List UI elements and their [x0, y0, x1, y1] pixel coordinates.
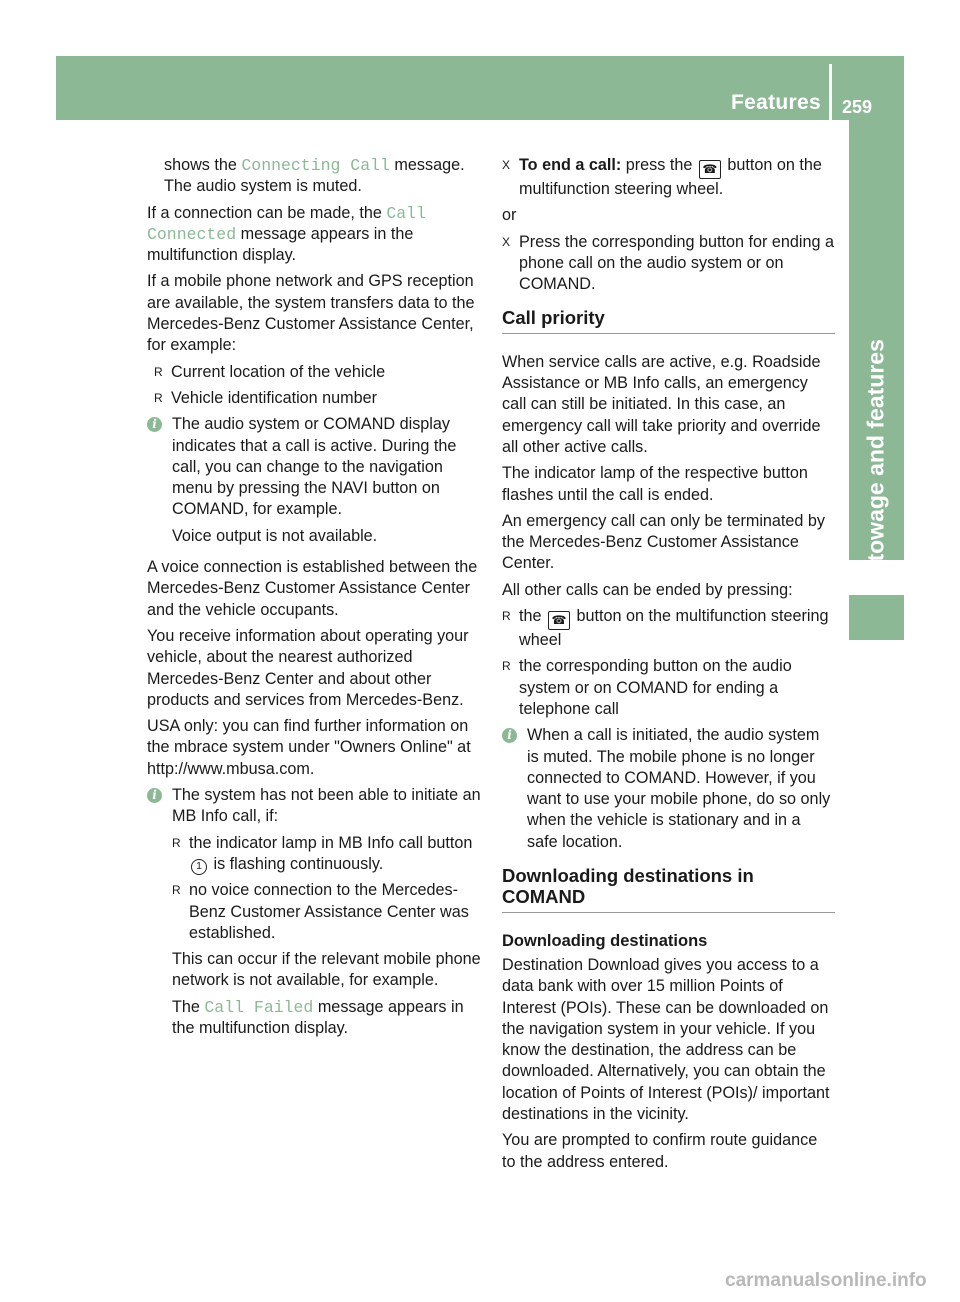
- header-divider: [829, 64, 832, 120]
- list-item: R the indicator lamp in MB Info call button 1 is flashing continuously.: [172, 833, 482, 876]
- section-heading: Downloading destinations in COMAND: [502, 865, 835, 913]
- display-message: Connecting Call: [241, 156, 390, 175]
- arrow-icon: X: [502, 234, 511, 249]
- watermark: carmanualsonline.info: [725, 1270, 927, 1291]
- paragraph: When service calls are active, e.g. Roadside Assistance or MB Info calls, an emergency call can still be initiated. In this case, an emergency call will take priority and override all other active calls.: [502, 352, 821, 456]
- paragraph: shows the Connecting Call message. The audio system is muted.: [164, 156, 465, 196]
- bullet-icon: R: [502, 659, 511, 674]
- left-column: [147, 155, 482, 1049]
- bullet-icon: R: [154, 390, 163, 405]
- section-heading: Call priority: [502, 307, 835, 333]
- bullet-icon: R: [172, 883, 181, 898]
- subsection-heading: Downloading destinations: [502, 931, 708, 950]
- display-message: Call Connected: [147, 203, 426, 244]
- paragraph: An emergency call can only be terminated by the Mercedes-Benz Customer Assistance Center.: [502, 511, 826, 573]
- paragraph: You receive information about operating your vehicle, about the nearest authorized Mercedes-Benz Center and about other products and services from Mercedes-Benz.: [147, 626, 469, 709]
- info-note: i The audio system or COMAND display indicates that a call is active. During the call, you can change to the navigation menu by pressing the NAVI button on COMAND, for example. Voice output is not available.: [147, 414, 482, 552]
- list-item: R Vehicle identification number: [147, 388, 482, 409]
- info-icon: i: [147, 417, 162, 432]
- info-note: i The system has not been able to initiate an MB Info call, if: R the indicator lamp in MB Info call button 1 is flashing continuously. R no voice connection to the Mercedes-Benz Customer Assistance Center was established. This can occur if the relevant mobile phone network is not available, for example. The Call Failed message appears in the multifunction display.: [147, 785, 482, 1044]
- side-tab-label: Stowage and features: [862, 339, 889, 577]
- right-column: [502, 155, 835, 1178]
- info-icon: i: [502, 728, 517, 743]
- paragraph: or: [502, 206, 517, 225]
- arrow-icon: X: [502, 158, 511, 172]
- list-item: R the ☎ button on the multifunction steering wheel: [502, 606, 835, 651]
- instruction-step: X To end a call: press the ☎ button on the multifunction steering wheel.: [502, 155, 835, 200]
- bullet-icon: R: [502, 609, 511, 624]
- end-call-phone-icon: ☎: [699, 160, 721, 179]
- paragraph: You are prompted to confirm route guidance to the address entered.: [502, 1131, 818, 1171]
- end-call-phone-icon: ☎: [548, 611, 570, 630]
- paragraph: A voice connection is established between the Mercedes-Benz Customer Assistance Center and the vehicle occupants.: [147, 558, 478, 619]
- instruction-step: X Press the corresponding button for ending a phone call on the audio system or on COMAND.: [502, 232, 835, 296]
- callout-number-icon: 1: [191, 859, 207, 875]
- paragraph: If a connection can be made, the Call Connected message appears in the multifunction display.: [147, 203, 426, 265]
- paragraph: Destination Download gives you access to a data bank with over 15 million Points of Interest (POIs). These can be downloaded on the navigation system in your vehicle. If you know the destination, the address can be downloaded. Alternatively, you can obtain the location of Points of Interest (POIs)/ important destinations in the vicinity.: [502, 955, 830, 1123]
- paragraph: The indicator lamp of the respective button flashes until the call is ended.: [502, 464, 808, 504]
- side-block: [849, 595, 904, 640]
- display-message: Call Failed: [204, 997, 314, 1017]
- paragraph: USA only: you can find further information on the mbrace system under "Owners Online" at http://www.mbusa.com.: [147, 717, 471, 778]
- page-number: 259: [842, 97, 873, 117]
- header-title: Features: [731, 91, 821, 114]
- list-item: R the corresponding button on the audio system or on COMAND for ending a telephone call: [502, 656, 835, 720]
- paragraph: All other calls can be ended by pressing:: [502, 580, 793, 599]
- list-item: R Current location of the vehicle: [147, 362, 482, 383]
- paragraph: If a mobile phone network and GPS reception are available, the system transfers data to the Mercedes-Benz Customer Assistance Center, for example:: [147, 272, 475, 355]
- info-note: i When a call is initiated, the audio system is muted. The mobile phone is no longer connected to COMAND. However, if you want to use your mobile phone, do so only when the vehicle is stationary and in a safe location.: [502, 725, 835, 853]
- list-item: R no voice connection to the Mercedes-Benz Customer Assistance Center was established.: [172, 880, 482, 944]
- info-icon: i: [147, 788, 162, 803]
- bullet-icon: R: [154, 364, 163, 379]
- bullet-icon: R: [172, 835, 181, 850]
